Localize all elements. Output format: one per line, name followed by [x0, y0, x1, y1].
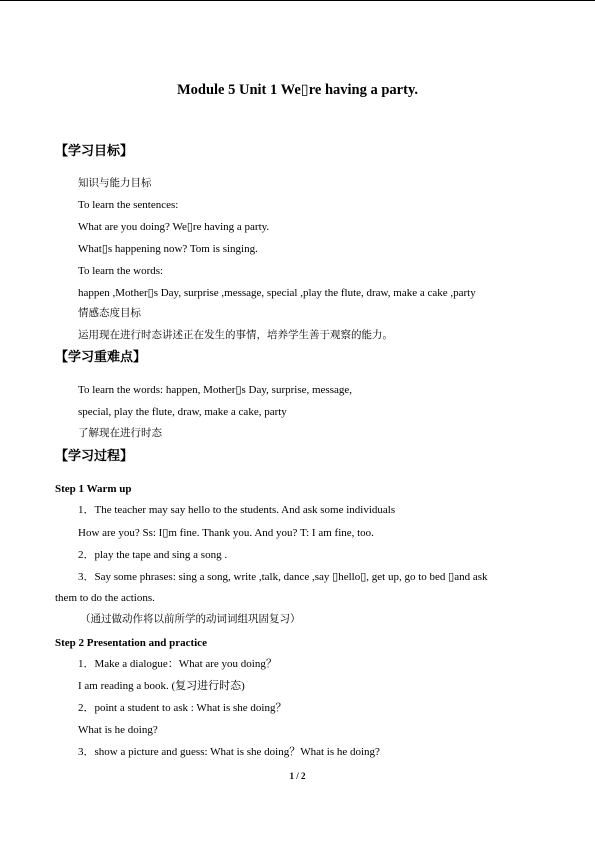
step1-line-4: 3．Say some phrases: sing a song, write ,talk, dance ,say ▯hello▯, get up, go to bed ▯and ask [78, 571, 488, 583]
page-number: 1 / 2 [289, 771, 306, 781]
key-line-1: To learn the words: happen, Mother▯s Day, surprise, message, [78, 384, 353, 396]
step2-line-1: 1．Make a dialogue：What are you doing？ [78, 658, 277, 670]
page-title: Module 5 Unit 1 We▯re having a party. [176, 82, 419, 98]
goals-line-3: What are you doing? We▯re having a party. [78, 221, 270, 233]
section-heading-process: 【学习过程】 [55, 449, 134, 464]
step1-line-1: 1．The teacher may say hello to the students. And ask some individuals [78, 504, 396, 516]
key-line-3: 了解现在进行时态 [78, 427, 162, 439]
section-heading-key-points: 【学习重难点】 [55, 350, 147, 365]
goals-line-4: What▯s happening now? Tom is singing. [78, 243, 258, 255]
top-rule [0, 0, 595, 1]
step2-line-5: 3．show a picture and guess: What is she doing？What is he doing? [78, 746, 380, 758]
goals-line-6: happen ,Mother▯s Day, surprise ,message, special ,play the flute, draw, make a cake ,party [78, 287, 476, 299]
step1-line-6: （通过做动作将以前所学的动词词组巩固复习） [80, 613, 301, 625]
step2-line-4: What is he doing? [78, 724, 158, 736]
goals-line-1: 知识与能力目标 [78, 177, 152, 189]
key-line-2: special, play the flute, draw, make a cake, party [78, 406, 287, 418]
goals-line-5: To learn the words: [78, 265, 164, 277]
step1-heading: Step 1 Warm up [55, 483, 132, 495]
step2-heading: Step 2 Presentation and practice [55, 637, 207, 649]
section-heading-goals: 【学习目标】 [55, 144, 134, 159]
step1-line-5: them to do the actions. [55, 592, 155, 604]
step2-line-3: 2．point a student to ask : What is she doing？ [78, 702, 287, 714]
step1-line-3: 2．play the tape and sing a song . [78, 549, 228, 561]
goals-line-8: 运用现在进行时态讲述正在发生的事情，培养学生善于观察的能力。 [78, 329, 393, 341]
goals-line-2: To learn the sentences: [78, 199, 179, 211]
step2-line-2: I am reading a book. (复习进行时态) [78, 680, 245, 692]
goals-line-7: 情感态度目标 [78, 307, 141, 319]
step1-line-2: How are you? Ss: I▯m fine. Thank you. And you? T: I am fine, too. [78, 527, 374, 539]
